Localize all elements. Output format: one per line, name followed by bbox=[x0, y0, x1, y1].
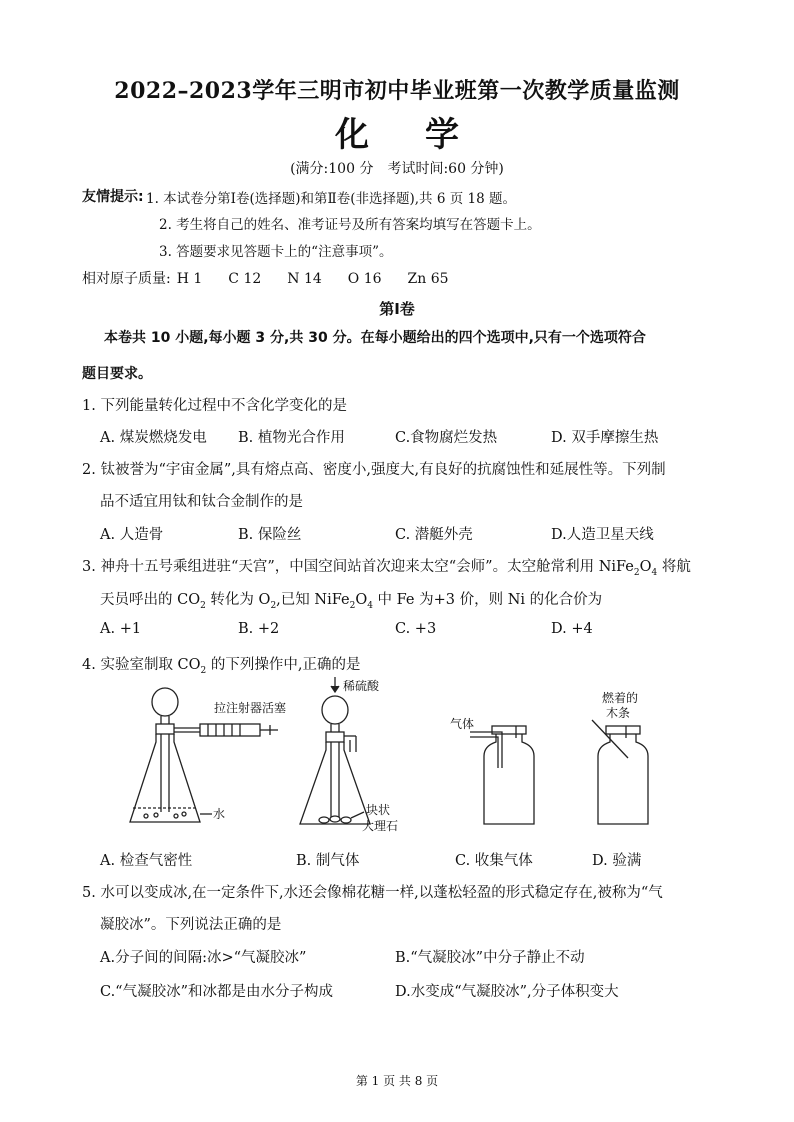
q5-stem-1: 5. 水可以变成冰,在一定条件下,水还会像棉花糖一样,以蓬松轻盈的形式稳定存在,被称为“气 bbox=[82, 885, 663, 901]
q5-option-d: D.水变成“气凝胶冰”,分子体积变大 bbox=[395, 984, 619, 1000]
label-stick-1: 燃着的 bbox=[602, 691, 639, 705]
q2-stem-1: 2. 钛被誉为“宇宙金属”,具有熔点高、密度小,强度大,有良好的抗腐蚀性和延展性等。下列制 bbox=[82, 462, 666, 478]
q4-option-d: D. 验满 bbox=[592, 853, 642, 869]
q2-option-c: C. 潜艇外壳 bbox=[395, 527, 473, 543]
q2-option-b: B. 保险丝 bbox=[238, 527, 302, 543]
tips-label: 友情提示: bbox=[82, 189, 144, 205]
tip-item-1: 1. 本试卷分第Ⅰ卷(选择题)和第Ⅱ卷(非选择题),共 6 页 18 题。 bbox=[146, 191, 516, 207]
label-gas: 气体 bbox=[450, 717, 475, 731]
atomic-mass-label: 相对原子质量: bbox=[82, 271, 171, 287]
label-syringe: 拉注射器活塞 bbox=[214, 701, 287, 715]
figure-d-full-check bbox=[592, 720, 648, 824]
q5-option-b: B.“气凝胶冰”中分子静止不动 bbox=[395, 950, 585, 966]
figure-c-gas-collection bbox=[470, 726, 534, 824]
subject-char-left: 化 bbox=[335, 115, 369, 155]
q5-option-a: A.分子间的间隔:冰>“气凝胶冰” bbox=[100, 950, 307, 966]
atomic-mass-h: H 1 bbox=[176, 271, 203, 287]
q3-stem-2: 天员呼出的 $CO_2$ 转化为 $O_2$,已知 $NiFe_2O_4$ 中 Fe 为+3 价，则 Ni 的化合价为 bbox=[100, 592, 603, 611]
q1-option-d: D. 双手摩擦生热 bbox=[551, 430, 659, 446]
q1-option-b: B. 植物光合作用 bbox=[238, 430, 345, 446]
figure-b-gas-generation bbox=[300, 677, 370, 824]
atomic-mass-zn: Zn 65 bbox=[407, 271, 449, 287]
q4-option-a: A. 检查气密性 bbox=[100, 853, 193, 869]
q3-option-a: A. +1 bbox=[100, 621, 142, 637]
q4-option-b: B. 制气体 bbox=[296, 853, 360, 869]
section-title: 第Ⅰ卷 bbox=[379, 300, 415, 318]
atomic-mass-n: N 14 bbox=[287, 271, 322, 287]
q1-option-a: A. 煤炭燃烧发电 bbox=[100, 430, 207, 446]
label-marble-1: 块状 bbox=[366, 803, 391, 817]
q2-option-d: D.人造卫星天线 bbox=[551, 527, 654, 543]
q3-option-c: C. +3 bbox=[395, 621, 437, 637]
q1-stem: 1. 下列能量转化过程中不含化学变化的是 bbox=[82, 398, 347, 414]
q5-option-c: C.“气凝胶冰”和冰都是由水分子构成 bbox=[100, 984, 334, 1000]
tip-item-3: 3. 答题要求见答题卡上的“注意事项”。 bbox=[159, 244, 393, 260]
section-instruction-1: 本卷共 10 小题,每小题 3 分,共 30 分。在每小题给出的四个选项中,只有一个选项符合 bbox=[104, 330, 646, 346]
atomic-mass-o: O 16 bbox=[347, 271, 382, 287]
q3-option-b: B. +2 bbox=[238, 621, 280, 637]
q4-apparatus-figure bbox=[120, 672, 660, 842]
q2-stem-2: 品不适宜用钛和钛合金制作的是 bbox=[100, 494, 303, 510]
q3-stem-1: 3. 神舟十五号乘组进驻“天宫”，中国空间站首次迎来太空“会师”。太空舱常利用 $NiFe_2O_4$ 将航 bbox=[82, 559, 691, 578]
exam-title: 2022–2023学年三明市初中毕业班第一次教学质量监测 bbox=[114, 78, 680, 104]
q5-stem-2: 凝胶冰”。下列说法正确的是 bbox=[100, 917, 282, 933]
label-marble-2: 大理石 bbox=[362, 819, 399, 833]
q4-stem: 4. 实验室制取 $CO_2$ 的下列操作中,正确的是 bbox=[82, 657, 361, 676]
q3-option-d: D. +4 bbox=[551, 621, 593, 637]
q2-option-a: A. 人造骨 bbox=[100, 527, 164, 543]
subject-title bbox=[0, 107, 794, 156]
label-water: 水 bbox=[213, 807, 226, 821]
atomic-mass-c: C 12 bbox=[228, 271, 262, 287]
subject-char-right: 学 bbox=[425, 115, 459, 155]
section-instruction-2: 题目要求。 bbox=[82, 366, 152, 382]
score-info: (满分:100 分 考试时间:60 分钟) bbox=[290, 161, 504, 177]
q4-option-c: C. 收集气体 bbox=[455, 853, 533, 869]
q1-option-c: C.食物腐烂发热 bbox=[395, 430, 498, 446]
label-stick-2: 木条 bbox=[606, 706, 631, 720]
page-footer: 第 1 页 共 8 页 bbox=[355, 1074, 439, 1088]
label-acid: 稀硫酸 bbox=[343, 679, 380, 693]
tip-item-2: 2. 考生将自己的姓名、准考证号及所有答案均填写在答题卡上。 bbox=[159, 217, 541, 233]
atomic-mass-line bbox=[82, 268, 475, 288]
